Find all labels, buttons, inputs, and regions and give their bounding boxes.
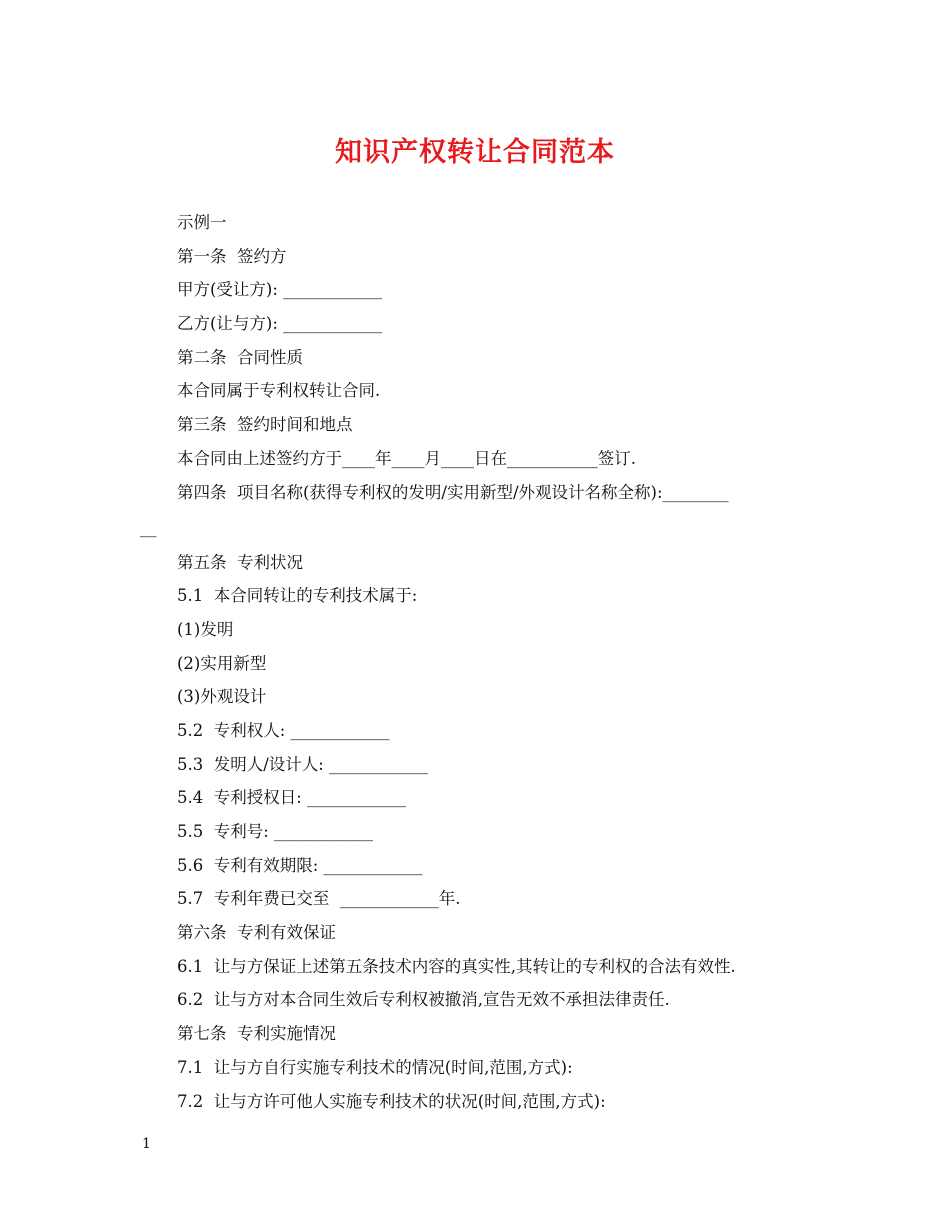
document-title: 知识产权转让合同范本 xyxy=(335,137,615,168)
list-item: (1)发明 xyxy=(177,619,234,639)
article-heading: 第五条 专利状况 xyxy=(177,552,303,572)
body-line: 乙方(让与方): ____________ xyxy=(177,314,383,334)
body-line-continuation: __ xyxy=(140,517,157,537)
body-line: 5.5 专利号: ____________ xyxy=(177,822,374,841)
body-line: 本合同由上述签约方于____年____月____日在___________签订. xyxy=(177,448,636,468)
article-heading: 第七条 专利实施情况 xyxy=(177,1024,336,1044)
list-item: (2)实用新型 xyxy=(177,653,267,673)
body-line: 本合同属于专利权转让合同. xyxy=(177,381,381,401)
body-line: 7.1 让与方自行实施专利技术的情况(时间,范围,方式): xyxy=(177,1057,573,1077)
page-number: 1 xyxy=(142,1136,151,1152)
article-heading: 第四条 项目名称(获得专利权的发明/实用新型/外观设计名称全称):________ xyxy=(177,482,729,502)
body-line: 7.2 让与方许可他人实施专利技术的状况(时间,范围,方式): xyxy=(177,1091,606,1111)
body-line: 5.4 专利授权日: ____________ xyxy=(177,788,407,808)
article-heading: 第三条 签约时间和地点 xyxy=(177,415,353,435)
body-line: 6.2 让与方对本合同生效后专利权被撤消,宣告无效不承担法律责任. xyxy=(177,990,670,1010)
article-heading: 第六条 专利有效保证 xyxy=(177,923,336,943)
body-line: 5.2 专利权人: ____________ xyxy=(177,720,390,740)
list-item: (3)外观设计 xyxy=(177,687,267,707)
document-body xyxy=(140,206,827,1118)
body-line: 甲方(受让方): ____________ xyxy=(177,280,383,300)
article-heading: 第一条 签约方 xyxy=(177,246,287,266)
body-line: 6.1 让与方保证上述第五条技术内容的真实性,其转让的专利权的合法有效性. xyxy=(177,956,736,976)
body-line: 示例一 xyxy=(177,213,227,232)
body-line: 5.1 本合同转让的专利技术属于: xyxy=(177,586,418,606)
body-line: 5.7 专利年费已交至 ____________年. xyxy=(177,889,461,909)
body-line: 5.3 发明人/设计人: ____________ xyxy=(177,754,429,774)
body-line: 5.6 专利有效期限: ____________ xyxy=(177,855,423,875)
article-heading: 第二条 合同性质 xyxy=(177,347,303,367)
